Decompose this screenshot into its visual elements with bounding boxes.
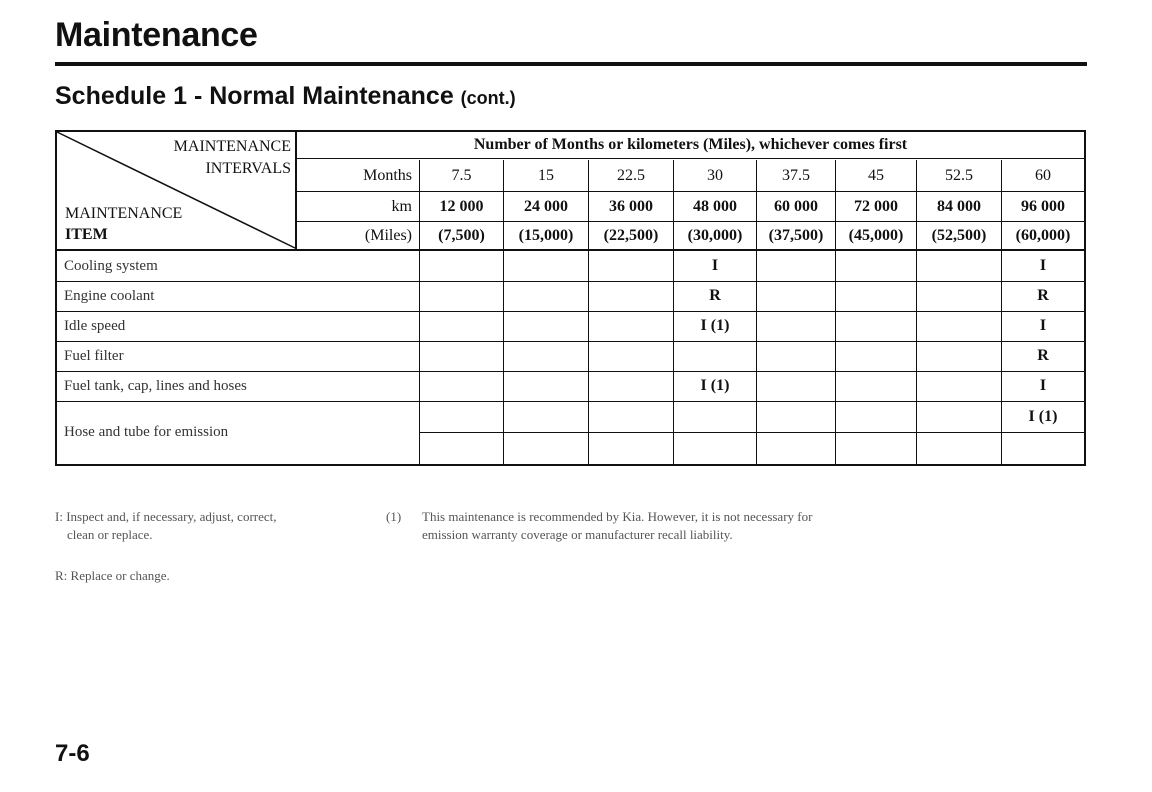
miles-row-label: (Miles) [364,227,412,244]
km-value: 96 000 [1021,198,1065,215]
schedule-cell [420,251,503,281]
schedule-cell [420,401,503,432]
legend-replace: R: Replace or change. [55,568,170,583]
schedule-cell [420,371,503,401]
page-title: Maintenance [55,16,258,54]
months-value: 52.5 [945,167,973,184]
schedule-cell [589,311,673,341]
months-value: 7.5 [451,167,472,184]
schedule-cell: I [1039,377,1047,394]
schedule-cell [674,401,756,432]
grid-line [916,251,917,464]
km-value: 72 000 [854,198,898,215]
schedule-cell [589,251,673,281]
schedule-cell [836,281,916,311]
miles-value: (15,000) [518,227,574,244]
km-value: 12 000 [439,198,484,215]
grid-line [419,251,420,464]
schedule-cell: R [709,287,721,304]
schedule-cell: R [1037,287,1049,304]
schedule-cell [504,341,588,371]
km-value: 84 000 [937,198,981,215]
schedule-cell: I (1) [700,377,730,394]
grid-line [419,432,1086,433]
miles-value: (30,000) [687,227,743,244]
km-value: 36 000 [609,198,653,215]
subtitle-cont: (cont.) [460,88,516,108]
grid-line [1001,251,1002,464]
schedule-cell [917,281,1001,311]
schedule-cell [757,401,835,432]
months-value: 60 [1035,167,1051,184]
maintenance-schedule-table [55,130,1086,466]
schedule-cell [917,341,1001,371]
schedule-cell [836,251,916,281]
interval-header-title: Number of Months or kilometers (Miles), whichever comes first [473,136,908,153]
schedule-cell [917,371,1001,401]
maintenance-item-name: Idle speed [64,317,126,334]
km-value: 60 000 [774,198,818,215]
schedule-cell [836,311,916,341]
maintenance-item-name: Cooling system [64,257,158,274]
months-value: 45 [868,167,884,184]
schedule-cell: I [1039,317,1047,334]
months-value: 15 [538,167,554,184]
miles-value: (52,500) [931,227,987,244]
legend-inspect-line1: I: Inspect and, if necessary, adjust, correct, [55,509,277,524]
schedule-cell: R [1037,347,1049,364]
months-value: 37.5 [782,167,810,184]
km-value: 48 000 [693,198,737,215]
schedule-cell [917,311,1001,341]
schedule-cell [420,341,503,371]
schedule-cell [504,371,588,401]
schedule-cell [757,371,835,401]
schedule-cell: I (1) [1028,407,1058,425]
schedule-cell [589,401,673,432]
schedule-cell [757,251,835,281]
schedule-cell [917,401,1001,432]
schedule-cell [504,251,588,281]
maintenance-item-name: Fuel tank, cap, lines and hoses [64,377,247,394]
maintenance-item-name: Fuel filter [64,347,124,364]
footnote-text [422,508,812,544]
footnote-line2: emission warranty coverage or manufacturer recall liability. [422,527,733,542]
section-subtitle [55,82,516,111]
schedule-cell [836,371,916,401]
maintenance-item-name: Hose and tube for emission [64,424,229,440]
schedule-cell [836,341,916,371]
schedule-cell [589,371,673,401]
corner-intervals-line1: MAINTENANCE [173,138,291,155]
grid-line [588,251,589,464]
schedule-cell [836,401,916,432]
months-value: 22.5 [617,167,645,184]
maintenance-item-name: Engine coolant [64,287,155,304]
title-divider [55,62,1087,66]
miles-value: (37,500) [768,227,824,244]
schedule-cell [589,341,673,371]
miles-value: (45,000) [848,227,904,244]
schedule-cell: I (1) [700,317,730,334]
schedule-cell [420,281,503,311]
km-value: 24 000 [524,198,568,215]
grid-line [503,251,504,464]
months-row-label: Months [363,167,412,184]
schedule-cell: I [1039,257,1047,274]
schedule-cell [674,341,756,371]
grid-line [835,251,836,464]
subtitle-main: Schedule 1 - Normal Maintenance [55,82,454,110]
legend-inspect-line2: clean or replace. [67,527,153,542]
page-number: 7-6 [55,740,90,767]
corner-item-line2: ITEM [65,226,108,243]
schedule-cell [589,281,673,311]
schedule-cell [757,281,835,311]
footnote-line1: This maintenance is recommended by Kia. However, it is not necessary for [422,509,813,524]
km-row-label: km [391,198,412,215]
schedule-cell [504,281,588,311]
schedule-cell [420,311,503,341]
schedule-cell: I [711,257,719,274]
miles-value: (22,500) [603,227,659,244]
schedule-cell [917,251,1001,281]
grid-line [756,251,757,464]
footnote-marker: (1) [386,509,402,524]
miles-value: (60,000) [1015,227,1071,244]
schedule-cell [757,341,835,371]
miles-value: (7,500) [438,227,485,244]
months-value: 30 [707,167,723,184]
schedule-cell [504,401,588,432]
corner-item-line1: MAINTENANCE [65,205,183,222]
schedule-cell [757,311,835,341]
legend-inspect [55,508,277,544]
schedule-cell [504,311,588,341]
grid-line [673,251,674,464]
corner-intervals-line2: INTERVALS [205,160,291,177]
